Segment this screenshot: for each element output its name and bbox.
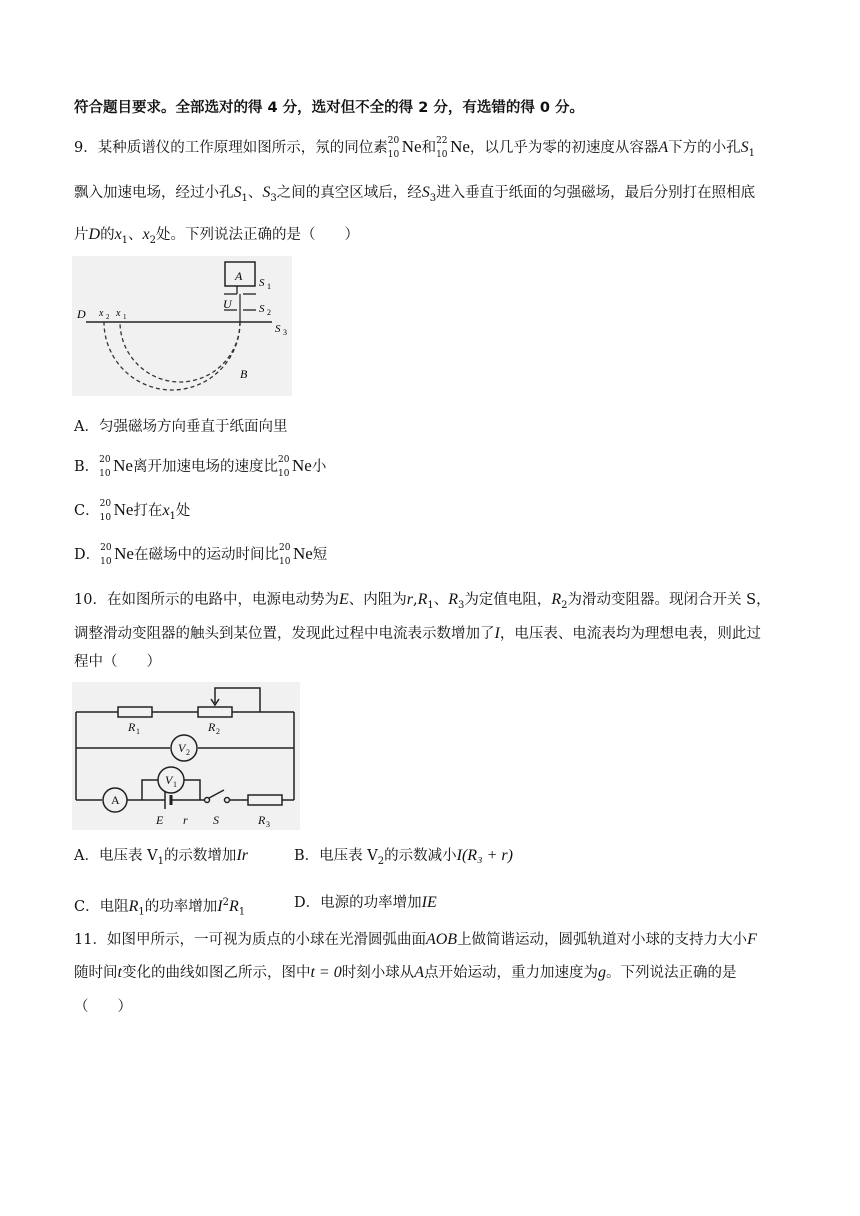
label-a: A bbox=[235, 269, 243, 283]
q9-line-3: 片D的$x_1$、$x_2$处。下列说法正确的是（ ） bbox=[74, 226, 360, 246]
svg-text:V: V bbox=[178, 741, 186, 755]
q9-option-b: B． 20 10 Ne离开加速电场的速度比 20 10 Ne小 bbox=[74, 455, 327, 479]
q11-line-2: 随时间t变化的曲线如图乙所示，图中t = 0时刻小球从A点开始运动，重力加速度为g。下列说法正确的是 bbox=[74, 964, 737, 981]
svg-text:R: R bbox=[258, 813, 266, 827]
svg-text:S: S bbox=[213, 813, 219, 827]
svg-text:S: S bbox=[275, 323, 281, 335]
label-d: D bbox=[77, 307, 86, 321]
svg-text:R: R bbox=[208, 720, 216, 734]
svg-text:V: V bbox=[165, 773, 173, 787]
svg-text:S: S bbox=[259, 277, 265, 289]
q10-line-1: 10．在如图所示的电路中，电源电动势为E、内阻为$r,R_1$、$R_3$为定值电阻，$R_2$为滑动变阻器。现闭合开关 S， bbox=[74, 591, 771, 611]
svg-text:1: 1 bbox=[173, 780, 177, 789]
q10-option-c: C．电阻$R_1$的功率增加$I^2R_1$ bbox=[74, 897, 246, 918]
q9-line-2: 飘入加速电场，经过小孔$S_1$、$S_3$之间的真空区域后，经$S_3$进入垂直于纸面的匀强磁场，最后分别打在照相底 bbox=[74, 184, 756, 204]
svg-text:R: R bbox=[128, 720, 136, 734]
svg-text:2: 2 bbox=[267, 308, 271, 317]
q9-option-c: C． 20 10 Ne打在$x_1$处 bbox=[74, 499, 191, 523]
q9-option-a: A．匀强磁场方向垂直于纸面向里 bbox=[74, 419, 288, 435]
q10-line-3: 程中（ ） bbox=[74, 654, 161, 670]
svg-text:3: 3 bbox=[283, 328, 287, 337]
svg-text:A: A bbox=[111, 793, 120, 807]
q10-option-a: A．电压表 $V_1$的示数增加Ir bbox=[74, 847, 248, 867]
label-b: B bbox=[240, 367, 248, 381]
circuit-figure bbox=[72, 682, 300, 830]
svg-text:2: 2 bbox=[216, 727, 220, 736]
svg-text:1: 1 bbox=[136, 727, 140, 736]
q10-option-b: B．电压表 $V_2$的示数减小I(R₃ + r) bbox=[294, 847, 513, 867]
label-u: U bbox=[223, 297, 232, 311]
mass-spectrometer-figure bbox=[72, 256, 292, 396]
svg-text:2: 2 bbox=[186, 748, 190, 757]
element-symbol: Ne bbox=[401, 137, 422, 156]
svg-text:S: S bbox=[259, 303, 265, 315]
section-header: 符合题目要求。全部选对的得 4 分，选对但不全的得 2 分，有选错的得 0 分。 bbox=[74, 100, 585, 116]
svg-text:3: 3 bbox=[266, 820, 270, 829]
svg-text:1: 1 bbox=[123, 313, 127, 321]
isotope-ne22: 22 10 bbox=[436, 136, 448, 160]
q9-line-1: 9．某种质谱仪的工作原理如图所示，氖的同位素 20 10 Ne和 22 10 Ne，以几乎为零的初速度从容器A下方的小孔$S_1$ bbox=[74, 136, 756, 160]
svg-text:x: x bbox=[99, 308, 104, 319]
q11-line-3: （ ） bbox=[74, 999, 132, 1015]
svg-text:x: x bbox=[116, 308, 121, 319]
q9-text: 9．某种质谱仪的工作原理如图所示，氖的同位素 bbox=[74, 140, 388, 156]
svg-text:1: 1 bbox=[267, 282, 271, 291]
q10-option-d: D．电源的功率增加IE bbox=[294, 894, 437, 911]
svg-text:E: E bbox=[156, 813, 164, 827]
q9-option-d: D． 20 10 Ne在磁场中的运动时间比 20 10 Ne短 bbox=[74, 543, 328, 567]
q10-line-2: 调整滑动变阻器的触头到某位置，发现此过程中电流表示数增加了I，电压表、电流表均为理想电表，则此过 bbox=[74, 625, 761, 642]
svg-text:2: 2 bbox=[106, 313, 110, 321]
svg-text:r: r bbox=[183, 813, 188, 827]
q11-line-1: 11．如图甲所示，一可视为质点的小球在光滑圆弧曲面AOB上做简谐运动，圆弧轨道对小球的支持力大小F bbox=[74, 931, 757, 948]
isotope-ne20: 20 10 bbox=[387, 136, 400, 160]
